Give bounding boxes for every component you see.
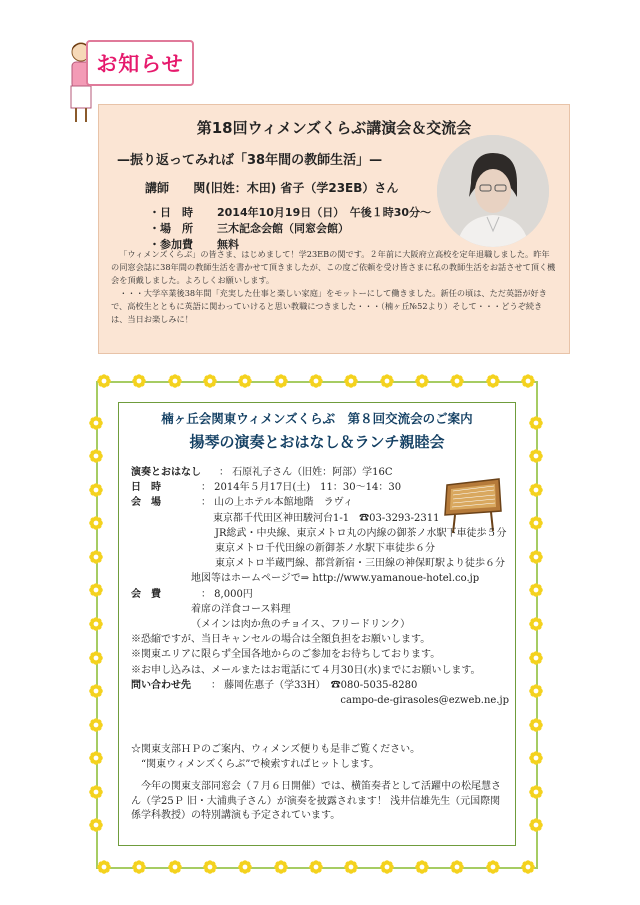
speaker-line (145, 179, 398, 196)
flower-icon (414, 373, 430, 389)
notice-sign (86, 40, 194, 86)
search-note: “関東ウィメンズくらぶ”で検索すればヒットします。 (141, 758, 380, 770)
flower-icon (202, 373, 218, 389)
venue-address: 東京都千代田区神田駿河台1-1 ☎03-3293-2311 (213, 512, 440, 524)
flower-icon (273, 859, 289, 875)
flower-icon (88, 817, 104, 833)
flower-icon (485, 373, 501, 389)
flower-icon (528, 616, 544, 632)
note-line: ※恐縮ですが、当日キャンセルの場合は全額負担をお願いします。 (131, 634, 431, 646)
performer-row: 演奏とおはなし ： 石原礼子さん（旧姓：阿部）学16C (131, 467, 393, 478)
flower-icon (88, 683, 104, 699)
access-line: JR総武・中央線、東京メトロ丸の内線の御茶ノ水駅下車徒歩５分 (215, 527, 507, 539)
flower-icon (167, 859, 183, 875)
flower-icon (273, 373, 289, 389)
flower-icon (520, 859, 536, 875)
speaker-label: 講師 (145, 181, 170, 195)
flower-icon (528, 683, 544, 699)
lecture-description: 「ウィメンズくらぶ」の皆さま、はじめまして！学23EBの関です。２年前に大阪府立高校を定年退職しました。昨年の同窓会誌に38年間の教師生活を書かせて頂きましたが、この度ご依頼を受け皆さまに私の教師生活をお話させて頂く機会を頂戴しました。よろしくお願いします。 ・・・大学卒業後38年間「充実した仕事と楽しい家庭」をモットーにして働きました。新任の頃は、ただ英語が好きで、高校生とともに英語に関わっていけると思い教職につきました・・・（楠ヶ丘№52より）そして・・・どうぞ続きは、当日お楽しみに！ (111, 249, 556, 324)
flower-icon (88, 515, 104, 531)
flower-icon (96, 859, 112, 875)
flower-icon (88, 549, 104, 565)
lecture-details (149, 205, 431, 253)
flower-icon (520, 373, 536, 389)
invitation-title: 楠ヶ丘会関東ウィメンズくらぶ 第８回交流会のご案内 (161, 411, 473, 426)
flower-icon (237, 373, 253, 389)
flower-icon (343, 373, 359, 389)
access-line: 東京メトロ半蔵門線、都営新宿・三田線の神保町駅より徒歩６分 (215, 558, 505, 570)
lecture-notice-box (98, 104, 570, 354)
flower-icon (528, 448, 544, 464)
speaker-photo (437, 135, 549, 247)
flower-icon (131, 373, 147, 389)
flower-icon (528, 549, 544, 565)
flower-icon (528, 817, 544, 833)
access-line: 東京メトロ千代田線の新御茶ノ水駅下車徒歩６分 (215, 543, 435, 555)
flower-icon (88, 650, 104, 666)
flower-icon (528, 717, 544, 733)
lecture-title: 第18回ウィメンズくらぶ講演会＆交流会 (196, 119, 472, 137)
flower-icon (167, 373, 183, 389)
flower-icon (449, 859, 465, 875)
flower-icon (131, 859, 147, 875)
hp-note: ☆関東支部ＨＰのご案内、ウィメンズ便りも是非ご覧ください。 (131, 744, 421, 755)
flower-icon (528, 750, 544, 766)
flower-icon (237, 859, 253, 875)
date-row: 日 時 ： 2014年５月17日(土) 11：30〜14：30 (131, 482, 402, 494)
note-line: ※お申し込みは、メールまたはお電話にて４月30日(水)までにお願いします。 (131, 664, 481, 676)
flower-icon (528, 784, 544, 800)
contact-row: 問い合わせ先 ： 藤岡佐惠子（学33H） ☎080-5035-8280 (131, 679, 418, 691)
flower-icon (202, 859, 218, 875)
flower-icon (88, 582, 104, 598)
flower-icon (528, 515, 544, 531)
detail-date: ・日 時 2014年10月19日（日） 午後１時30分〜 (149, 206, 432, 219)
fee-row: 会 費 ： 8,000円 (131, 588, 253, 600)
invitation-subtitle: 揚琴の演奏とおはなし＆ランチ親睦会 (189, 433, 445, 451)
speaker-name: 関(旧姓：木田) 省子（学23EB）さん (193, 181, 399, 195)
venue-row: 会 場 ： 山の上ホテル本館地階 ラヴィ (131, 497, 354, 509)
lecture-subtitle: —振り返ってみれば「38年間の教師生活」— (117, 153, 383, 168)
invitation-footer (131, 743, 505, 824)
contact-email[interactable]: campo-de-girasoles@ezweb.ne.jp (340, 695, 509, 707)
meal-note: （メインは肉か魚のチョイス、フリードリンク） (191, 619, 411, 631)
detail-fee: ・参加費 無料 (149, 238, 239, 251)
flower-icon (88, 784, 104, 800)
flower-icon (96, 373, 112, 389)
flower-icon (343, 859, 359, 875)
flower-icon (528, 482, 544, 498)
flower-icon (379, 373, 395, 389)
flower-icon (88, 750, 104, 766)
invitation-details (131, 465, 511, 708)
flower-icon (449, 373, 465, 389)
flower-icon (528, 650, 544, 666)
flower-icon (414, 859, 430, 875)
flower-icon (485, 859, 501, 875)
meal-line: 着席の洋食コース料理 (191, 603, 291, 615)
flower-icon (308, 373, 324, 389)
map-link[interactable]: 地図等はホームページで⇒ http://www.yamanoue-hotel.co.jp (191, 573, 480, 585)
flower-icon (88, 415, 104, 431)
flower-icon (528, 582, 544, 598)
invitation-box (118, 402, 516, 846)
flower-icon (528, 415, 544, 431)
alumni-meeting-note: 今年の関東支部同窓会（７月６日開催）では、横笛奏者として活躍中の松尾慧さん（学25Ｐ 旧・大浦典子さん）が演奏を披露されます！ 浅井信雄先生（元国際関係学科教授）の特別講演も予定されています。 (131, 781, 501, 821)
flower-icon (88, 616, 104, 632)
flower-icon (88, 448, 104, 464)
venue-phone: ☎03-3293-2311 (359, 512, 440, 524)
flower-icon (88, 717, 104, 733)
flower-icon (308, 859, 324, 875)
detail-venue: ・場 所 三木記念会館（同窓会館） (149, 222, 349, 235)
note-line: ※関東エリアに限らず全国各地からのご参加をお待ちしております。 (131, 649, 441, 661)
flower-icon (379, 859, 395, 875)
notice-sign-label: お知らせ (96, 52, 184, 76)
flower-icon (88, 482, 104, 498)
